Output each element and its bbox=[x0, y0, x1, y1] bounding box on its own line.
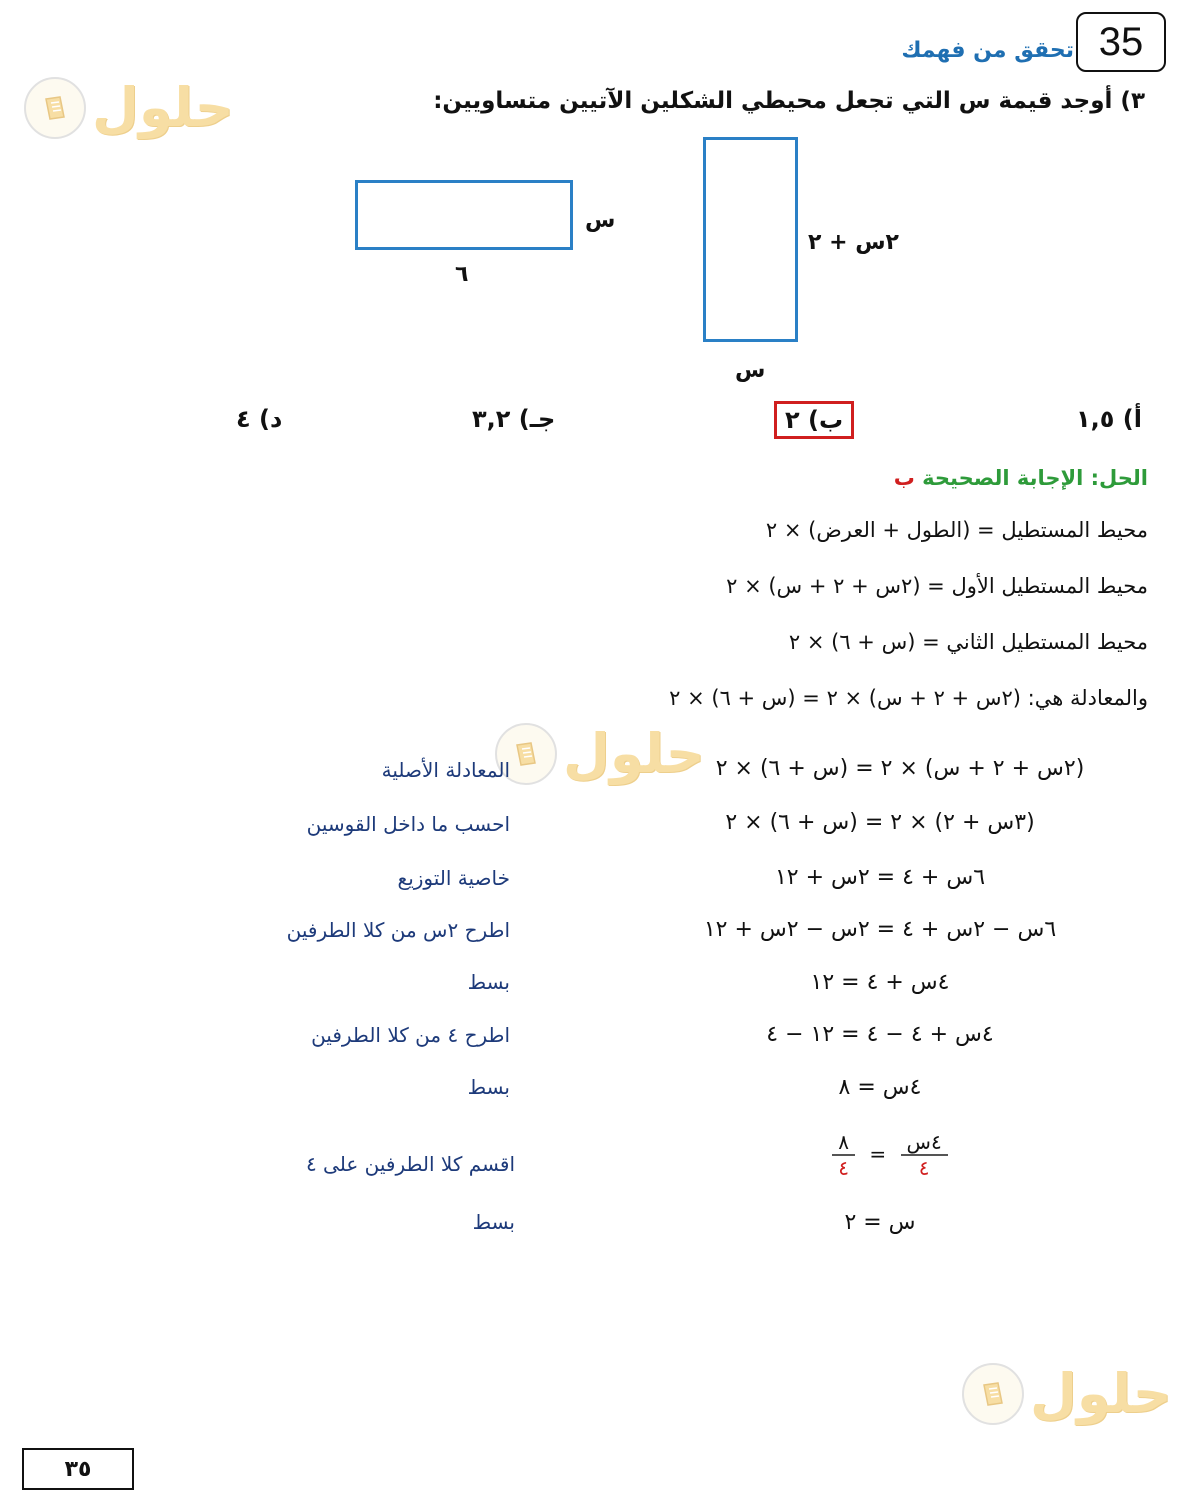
choice-c-value: ٣,٢ bbox=[472, 405, 511, 433]
step-equation: (٣س + ٢) × ٢ = (س + ٦) × ٢ bbox=[725, 810, 1035, 835]
step-note: اقسم كلا الطرفين على ٤ bbox=[305, 1152, 515, 1176]
fraction-denominator: ٤ bbox=[838, 1156, 850, 1180]
step-note: خاصية التوزيع bbox=[397, 866, 510, 890]
watermark-text: حلول bbox=[563, 722, 705, 785]
rectangle-2 bbox=[703, 137, 798, 342]
step-note: المعادلة الأصلية bbox=[381, 758, 510, 782]
step-equation: ٦س − ٢س + ٤ = ٢س − ٢س + ١٢ bbox=[703, 917, 1057, 942]
question-text: ٣) أوجد قيمة س التي تجعل محيطي الشكلين الآتيين متساويين: bbox=[433, 88, 1145, 114]
step-note: احسب ما داخل القوسين bbox=[306, 812, 510, 836]
book-icon bbox=[962, 1363, 1024, 1425]
fraction-numerator: ٤س bbox=[901, 1130, 948, 1156]
step-fraction-equation: $\frac{٨}{٤}$ = $\frac{\text{٤س}}{٤}$ bbox=[820, 1130, 960, 1180]
choice-b[interactable] bbox=[774, 401, 854, 439]
step-note: بسط bbox=[472, 1210, 515, 1234]
rectangle-1 bbox=[355, 180, 573, 250]
step-equation: (٢س + ٢ + س) × ٢ = (س + ٦) × ٢ bbox=[715, 756, 1085, 781]
solution-answer: ب bbox=[893, 466, 915, 490]
formula-line: محيط المستطيل الثاني = (س + ٦) × ٢ bbox=[788, 630, 1148, 654]
step-note: اطرح ٢س من كلا الطرفين bbox=[286, 918, 510, 942]
choice-d[interactable] bbox=[236, 405, 282, 433]
choice-b-value: ٢ bbox=[785, 406, 800, 434]
rect1-bottom-label: ٦ bbox=[455, 262, 469, 287]
formula-line: محيط المستطيل الأول = (٢س + ٢ + س) × ٢ bbox=[726, 574, 1148, 598]
watermark-logo-bottom bbox=[962, 1362, 1172, 1425]
fraction-numerator: ٨ bbox=[832, 1130, 855, 1156]
fraction-denominator: ٤ bbox=[918, 1156, 930, 1180]
solution-text: الإجابة الصحيحة bbox=[922, 466, 1084, 490]
step-equation: ٦س + ٤ = ٢س + ١٢ bbox=[774, 865, 986, 890]
choice-a-label: أ) bbox=[1122, 405, 1142, 433]
formula-line: والمعادلة هي: (٢س + ٢ + س) × ٢ = (س + ٦) × ٢ bbox=[669, 686, 1148, 710]
step-equation: ٤س = ٨ bbox=[838, 1075, 922, 1100]
rect1-side-label: س bbox=[585, 208, 616, 233]
rect2-side-label: ٢س + ٢ bbox=[808, 230, 899, 255]
watermark-text: حلول bbox=[1030, 1362, 1172, 1425]
step-equation: س = ٢ bbox=[844, 1210, 916, 1235]
choice-d-value: ٤ bbox=[236, 405, 251, 433]
watermark-logo-top bbox=[24, 76, 234, 139]
step-note: اطرح ٤ من كلا الطرفين bbox=[311, 1023, 510, 1047]
formula-line: محيط المستطيل = (الطول + العرض) × ٢ bbox=[765, 518, 1148, 542]
watermark-text: حلول bbox=[92, 76, 234, 139]
solution-prefix: الحل: bbox=[1090, 466, 1148, 490]
footer-page-number: ٣٥ bbox=[22, 1448, 134, 1490]
choice-d-label: د) bbox=[259, 405, 283, 433]
choice-a-value: ١,٥ bbox=[1076, 405, 1115, 433]
rect2-bottom-label: س bbox=[735, 358, 766, 383]
book-icon bbox=[24, 77, 86, 139]
step-note: بسط bbox=[467, 970, 510, 994]
solution-header bbox=[894, 466, 1148, 490]
choice-a[interactable] bbox=[1076, 405, 1142, 433]
section-header: تحقق من فهمك bbox=[901, 38, 1074, 63]
step-equation: ٤س + ٤ − ٤ = ١٢ − ٤ bbox=[766, 1022, 994, 1047]
choice-c[interactable] bbox=[472, 405, 555, 433]
page-number-badge: 35 bbox=[1076, 12, 1166, 72]
fraction-right bbox=[832, 1130, 855, 1180]
step-note: بسط bbox=[467, 1075, 510, 1099]
choice-b-label: ب) bbox=[808, 406, 844, 434]
fraction-left bbox=[901, 1130, 948, 1180]
choice-c-label: جـ) bbox=[518, 405, 556, 433]
step-equation: ٤س + ٤ = ١٢ bbox=[810, 970, 950, 995]
